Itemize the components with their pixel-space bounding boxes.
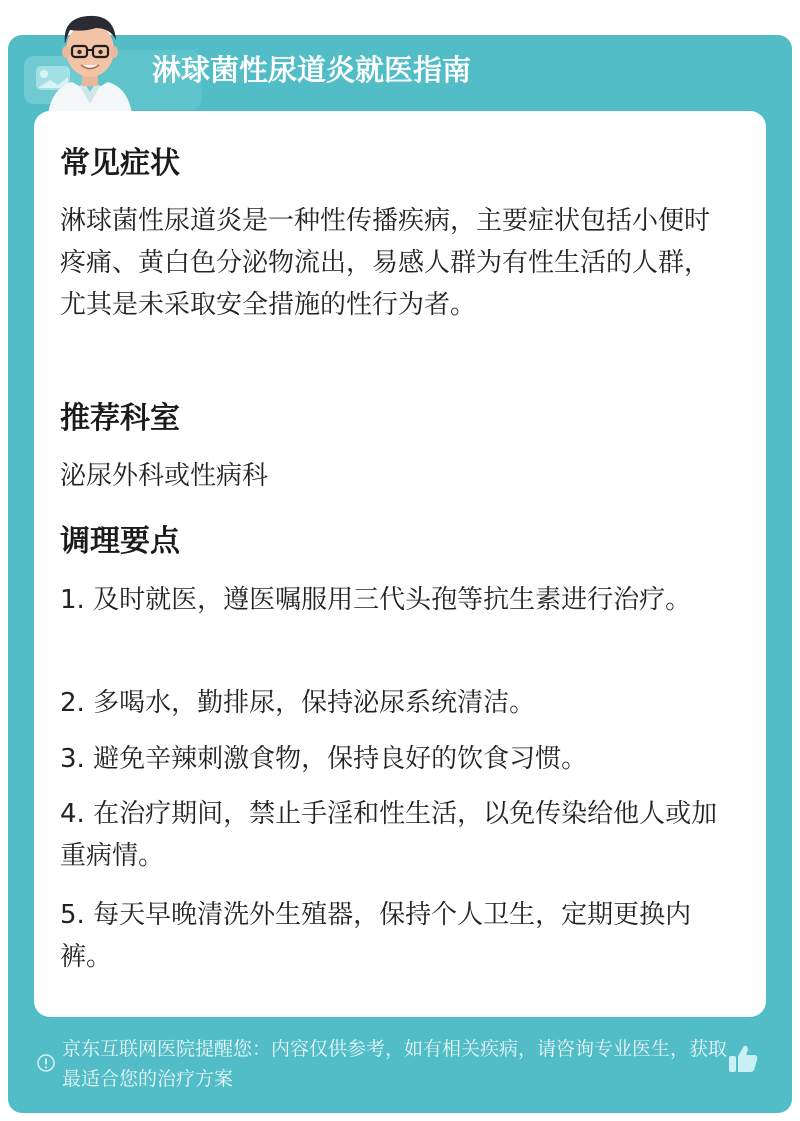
care-item: 5. 每天早晚清洗外生殖器，保持个人卫生，定期更换内裤。 (60, 900, 692, 972)
disclaimer-text: 京东互联网医院提醒您：内容仅供参考，如有相关疾病，请咨询专业医生，获取最适合您的治疗方案 (62, 1038, 728, 1090)
care-item: 3. 避免辛辣刺激食物，保持良好的饮食习惯。 (60, 744, 588, 774)
care-item: 1. 及时就医，遵医嘱服用三代头孢等抗生素进行治疗。 (60, 585, 692, 615)
section-title-symptoms: 常见症状 (60, 146, 180, 181)
doctor-avatar (40, 8, 140, 114)
section-title-department: 推荐科室 (60, 401, 180, 436)
page-title: 淋球菌性尿道炎就医指南 (152, 53, 472, 87)
thumbs-up-icon[interactable] (726, 1042, 760, 1076)
section-title-care: 调理要点 (60, 524, 180, 559)
info-icon (36, 1053, 56, 1073)
department-text: 泌尿外科或性病科 (60, 461, 269, 491)
care-item: 2. 多喝水，勤排尿，保持泌尿系统清洁。 (60, 688, 536, 718)
symptoms-text: 淋球菌性尿道炎是一种性传播疾病，主要症状包括小便时疼痛、黄白色分泌物流出，易感人群为有性生活的人群，尤其是未采取安全措施的性行为者。 (60, 206, 711, 320)
care-item: 4. 在治疗期间，禁止手淫和性生活，以免传染给他人或加重病情。 (60, 799, 718, 871)
